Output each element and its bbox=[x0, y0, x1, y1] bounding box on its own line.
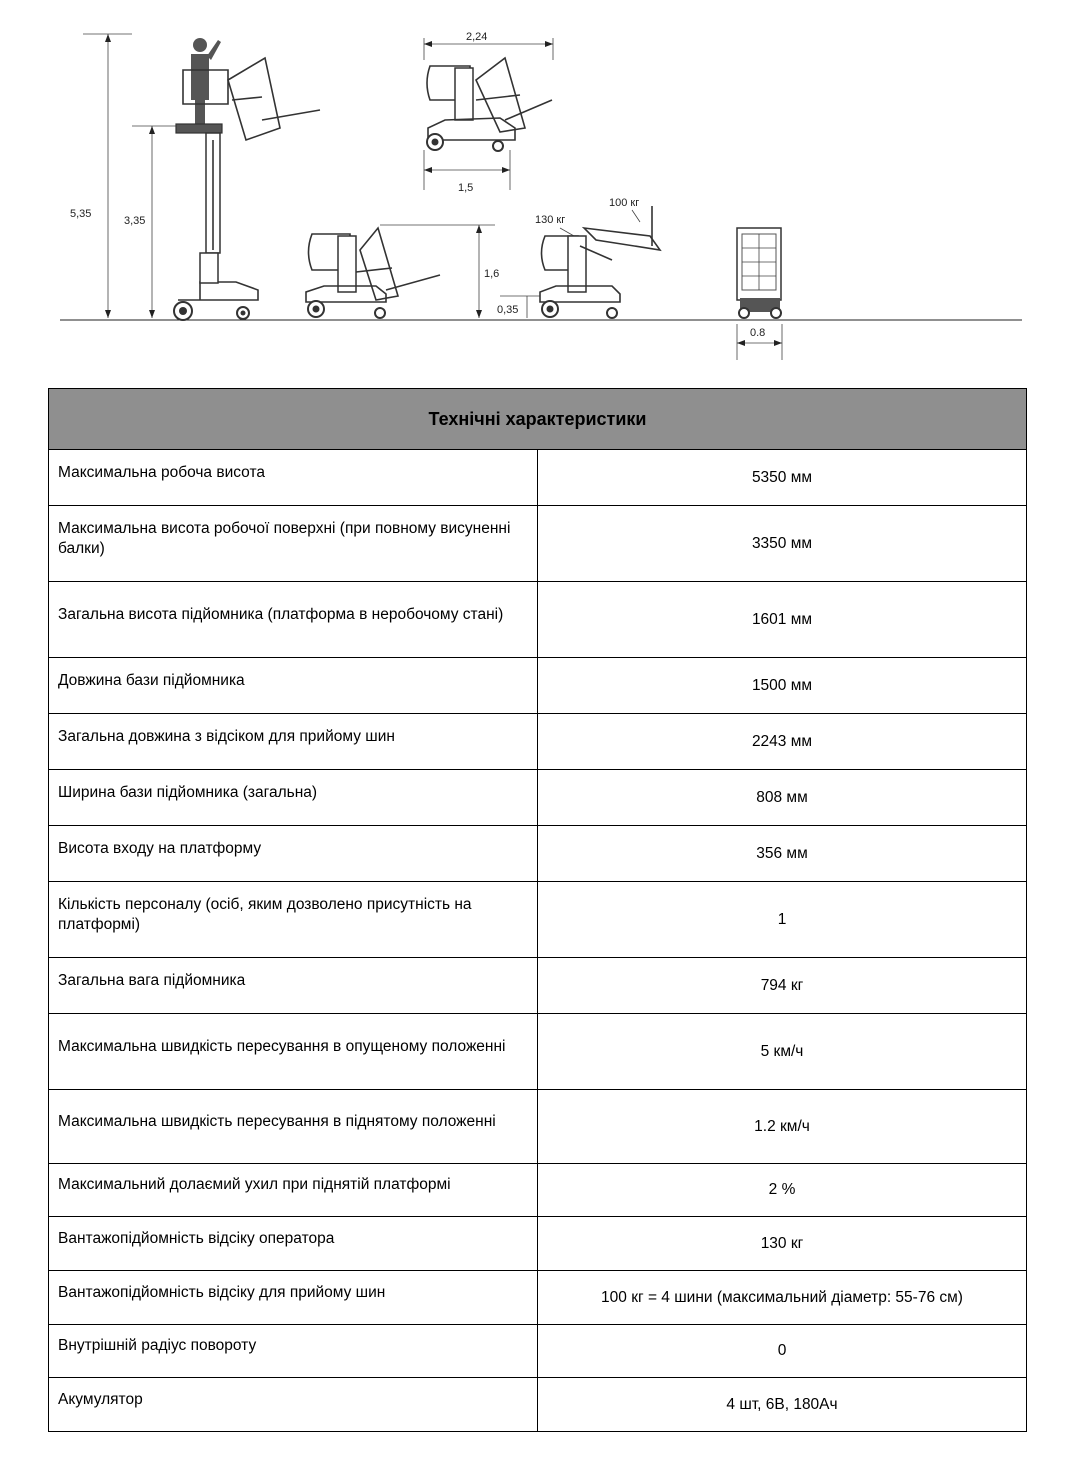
dim-tyre-load: 100 кг bbox=[609, 197, 640, 209]
spec-label: Вантажопідйомність відсіку оператора bbox=[49, 1217, 538, 1271]
table-row bbox=[49, 882, 1027, 958]
table-row bbox=[49, 958, 1027, 1014]
lift-load-view bbox=[497, 197, 660, 318]
spec-value: 2 % bbox=[538, 1164, 1027, 1217]
spec-value: 5350 мм bbox=[538, 450, 1027, 506]
spec-label: Висота входу на платформу bbox=[49, 826, 538, 882]
spec-label: Максимальна робоча висота bbox=[49, 450, 538, 506]
spec-label: Загальна висота підйомника (платформа в неробочому стані) bbox=[49, 582, 538, 658]
spec-value: 130 кг bbox=[538, 1217, 1027, 1271]
spec-label: Загальна довжина з відсіком для прийому шин bbox=[49, 714, 538, 770]
spec-value: 3350 мм bbox=[538, 506, 1027, 582]
dim-entry-height: 0,35 bbox=[497, 304, 519, 316]
table-row bbox=[49, 450, 1027, 506]
spec-label: Ширина бази підйомника (загальна) bbox=[49, 770, 538, 826]
spec-value: 100 кг = 4 шини (максимальний діаметр: 55-76 см) bbox=[538, 1271, 1027, 1325]
spec-label: Максимальна швидкість пересування в опущеному положенні bbox=[49, 1014, 538, 1090]
spec-value: 5 км/ч bbox=[538, 1014, 1027, 1090]
table-row bbox=[49, 1378, 1027, 1432]
spec-table-title: Технічні характеристики bbox=[49, 389, 1027, 450]
lift-raised-view bbox=[70, 34, 320, 320]
dim-total-height: 5,35 bbox=[70, 208, 92, 220]
dim-top-length: 2,24 bbox=[466, 31, 488, 43]
spec-label: Загальна вага підйомника bbox=[49, 958, 538, 1014]
table-row bbox=[49, 770, 1027, 826]
spec-value: 1.2 км/ч bbox=[538, 1090, 1027, 1164]
spec-value: 4 шт, 6В, 180Ач bbox=[538, 1378, 1027, 1432]
spec-table bbox=[48, 388, 1027, 1432]
spec-value: 808 мм bbox=[538, 770, 1027, 826]
dim-width: 0.8 bbox=[750, 327, 766, 339]
table-row bbox=[49, 582, 1027, 658]
dim-platform-height: 3,35 bbox=[124, 215, 146, 227]
table-row bbox=[49, 1164, 1027, 1217]
lift-stowed-view bbox=[306, 225, 499, 318]
table-row bbox=[49, 1271, 1027, 1325]
lift-dimension-drawing bbox=[0, 0, 1084, 380]
table-row bbox=[49, 658, 1027, 714]
spec-value: 0 bbox=[538, 1325, 1027, 1378]
spec-label: Вантажопідйомність відсіку для прийому шин bbox=[49, 1271, 538, 1325]
spec-value: 356 мм bbox=[538, 826, 1027, 882]
table-row bbox=[49, 714, 1027, 770]
spec-label: Кількість персоналу (осіб, яким дозволено присутність на платформі) bbox=[49, 882, 538, 958]
spec-label: Максимальний долаємий ухил при піднятій платформі bbox=[49, 1164, 538, 1217]
spec-label: Максимальна швидкість пересування в піднятому положенні bbox=[49, 1090, 538, 1164]
table-row bbox=[49, 1217, 1027, 1271]
spec-label: Внутрішній радіус повороту bbox=[49, 1325, 538, 1378]
lift-front-view bbox=[737, 228, 782, 360]
spec-value: 1500 мм bbox=[538, 658, 1027, 714]
spec-label: Акумулятор bbox=[49, 1378, 538, 1432]
spec-value: 794 кг bbox=[538, 958, 1027, 1014]
lift-top-view bbox=[424, 31, 553, 194]
spec-value: 1 bbox=[538, 882, 1027, 958]
spec-label: Максимальна висота робочої поверхні (при повному висуненні балки) bbox=[49, 506, 538, 582]
spec-label: Довжина бази підйомника bbox=[49, 658, 538, 714]
table-row bbox=[49, 1014, 1027, 1090]
spec-value: 1601 мм bbox=[538, 582, 1027, 658]
dim-stowed-height: 1,6 bbox=[484, 268, 500, 280]
table-row bbox=[49, 1090, 1027, 1164]
spec-value: 2243 мм bbox=[538, 714, 1027, 770]
dim-base-length: 1,5 bbox=[458, 182, 474, 194]
operator-figure bbox=[193, 38, 207, 52]
table-row bbox=[49, 1325, 1027, 1378]
dim-operator-load: 130 кг bbox=[535, 214, 566, 226]
table-row bbox=[49, 506, 1027, 582]
table-row bbox=[49, 826, 1027, 882]
